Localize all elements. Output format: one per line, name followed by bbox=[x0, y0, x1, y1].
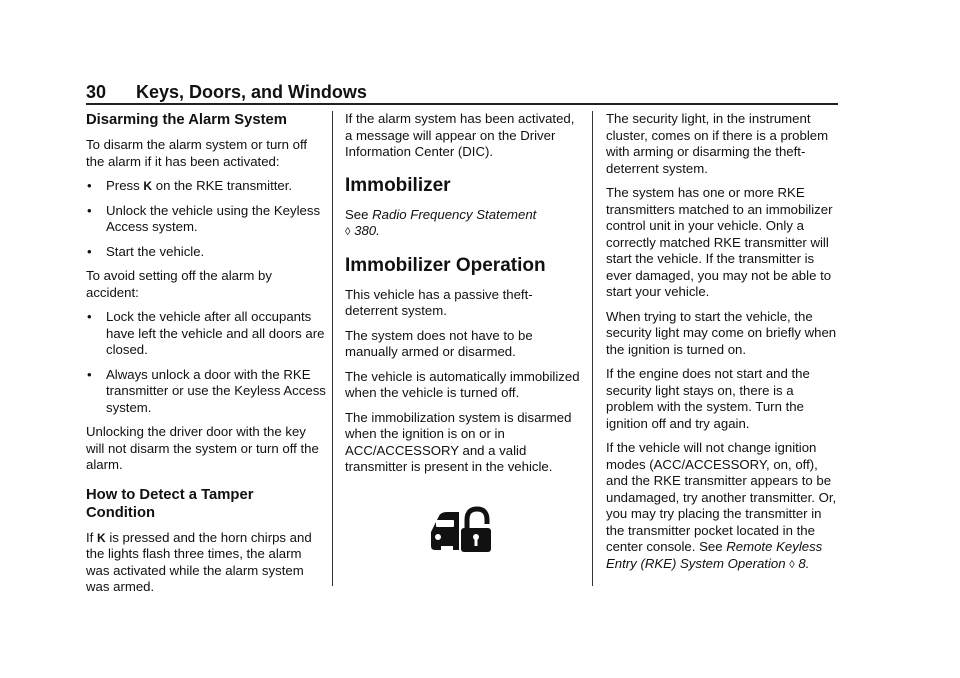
header-rule bbox=[86, 103, 838, 105]
operation-p2: The system does not have to be manually armed or disarmed. bbox=[345, 327, 533, 359]
see-reference bbox=[345, 207, 583, 241]
tamper-heading: How to Detect a Tamper Condition bbox=[86, 486, 254, 521]
disarming-heading: Disarming the Alarm System bbox=[86, 112, 287, 128]
security-light-figure bbox=[345, 506, 583, 561]
operation-heading: Immobilizer Operation bbox=[345, 254, 546, 276]
rke-page[interactable]: 8 bbox=[798, 555, 806, 571]
security-p5-text: If the vehicle will not change ignition modes (ACC/ACCESSORY, on, off), and the RKE transmitter appears to be undamaged, try another transmitter. Or, you may try placing the transmitter in the transmitter pocket located in the center console. See bbox=[606, 440, 837, 554]
unlock-note: Unlocking the driver door with the key will not disarm the system or turn off the alarm. bbox=[86, 424, 319, 472]
bullet-icon: • bbox=[87, 178, 92, 193]
page-number: 30 bbox=[86, 82, 107, 102]
column-divider bbox=[592, 111, 593, 586]
column-1 bbox=[86, 111, 326, 604]
rke-end: . bbox=[805, 555, 810, 571]
bullet-icon: • bbox=[87, 309, 92, 324]
column-2 bbox=[345, 111, 583, 560]
bullet-text: Lock the vehicle after all occupants have left the vehicle and all doors are closed. bbox=[106, 309, 325, 357]
security-p2: The system has one or more RKE transmitters matched to an immobilizer control unit in your vehicle. Only a correctly matched RKE transmitter will start the vehicle. If the transmitter is ever damaged, you may not be able to start your vehicle. bbox=[606, 185, 833, 299]
bullet-text: Always unlock a door with the RKE transmitter or use the Keyless Access system. bbox=[106, 366, 326, 415]
tamper-pre: If bbox=[86, 529, 94, 545]
section-title: Keys, Doors, and Windows bbox=[136, 82, 367, 102]
operation-p1: This vehicle has a passive theft-deterrent system. bbox=[345, 286, 533, 318]
security-p1: The security light, in the instrument cluster, comes on if there is a problem with arming or disarming the theft-deterrent system. bbox=[606, 111, 829, 176]
bullet-icon: • bbox=[87, 366, 92, 382]
immobilizer-heading: Immobilizer bbox=[345, 174, 451, 196]
see-ref-link[interactable]: Radio Frequency Statement bbox=[372, 206, 537, 222]
tamper-text bbox=[86, 530, 326, 596]
security-p3: When trying to start the vehicle, the security light may come on briefly when the ignition is turned on. bbox=[606, 308, 837, 357]
operation-p3: The vehicle is automatically immobilized when the vehicle is turned off. bbox=[345, 368, 580, 400]
rke-ref-link[interactable]: Remote Keyless Entry (RKE) System Operation bbox=[606, 539, 823, 571]
list-item bbox=[86, 178, 326, 195]
see-page[interactable]: 380 bbox=[354, 223, 377, 238]
dic-text: If the alarm system has been activated, a message will appear on the Driver Information Center (DIC). bbox=[345, 111, 575, 159]
page-ref-icon: ◊ bbox=[789, 558, 795, 571]
bullet-text-pre: Press bbox=[106, 178, 140, 193]
list-item bbox=[86, 367, 326, 417]
bullet-text: Unlock the vehicle using the Keyless Access system. bbox=[106, 202, 321, 234]
column-3 bbox=[606, 111, 842, 581]
list-item bbox=[86, 244, 326, 261]
bullet-icon: • bbox=[87, 202, 92, 218]
bullet-text: Start the vehicle. bbox=[106, 243, 205, 259]
security-p5 bbox=[606, 440, 842, 573]
vehicle-padlock-icon bbox=[429, 506, 493, 556]
list-item bbox=[86, 203, 326, 236]
list-item bbox=[86, 309, 326, 359]
tamper-post: is pressed and the horn chirps and the lights flash three times, the alarm was activated while the alarm system was armed. bbox=[86, 529, 312, 594]
see-label: See bbox=[345, 206, 369, 222]
bullet-text-post: on the RKE transmitter. bbox=[155, 178, 293, 193]
column-divider bbox=[332, 111, 333, 586]
page-header bbox=[86, 82, 838, 103]
bullet-icon: • bbox=[87, 243, 92, 259]
key-lock-icon: K bbox=[97, 530, 106, 545]
operation-p4: The immobilization system is disarmed when the ignition is on or in ACC/ACCESSORY and a valid transmitter is present in the vehicle. bbox=[345, 409, 572, 474]
disarming-intro: To disarm the alarm system or turn off the alarm if it has been activated: bbox=[86, 137, 308, 169]
security-p4: If the engine does not start and the security light stays on, there is a problem with the system. Turn the ignition off and try again. bbox=[606, 366, 810, 431]
avoid-intro: To avoid setting off the alarm by accident: bbox=[86, 268, 272, 300]
see-end: . bbox=[376, 223, 380, 238]
key-lock-icon: K bbox=[143, 179, 153, 193]
page-ref-icon: ◊ bbox=[345, 226, 351, 238]
